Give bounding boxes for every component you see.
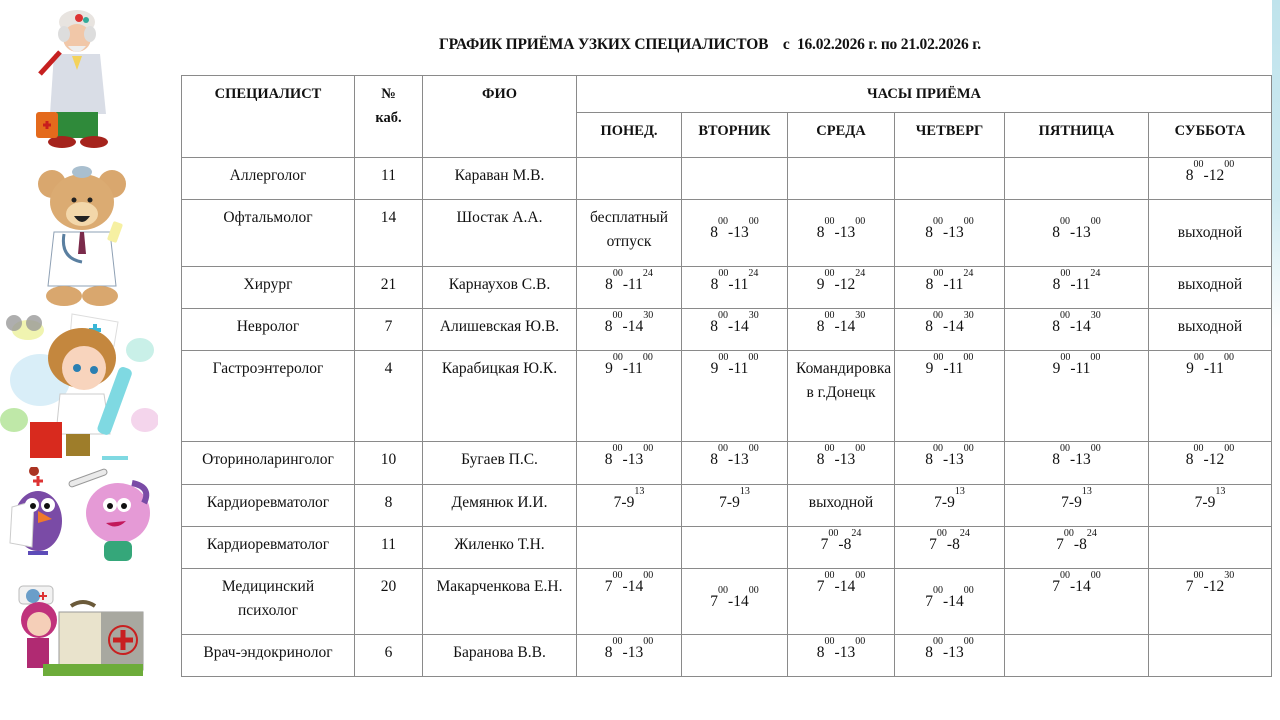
day-cell-ЧЕТВЕРГ: $8^{00}-13^{00}$ bbox=[895, 200, 1005, 267]
day-cell-СРЕДА: выходной bbox=[788, 485, 895, 527]
schedule-body bbox=[182, 158, 1272, 677]
room-cell: 6 bbox=[355, 635, 423, 677]
day-cell-СУББОТА: выходной bbox=[1149, 267, 1272, 309]
room-cell: 20 bbox=[355, 569, 423, 635]
day-cell-СУББОТА: $8^{00}-12^{00}$ bbox=[1149, 442, 1272, 485]
day-cell-ПОНЕД.: $7^{00}-14^{00}$ bbox=[577, 569, 682, 635]
day-cell-ПЯТНИЦА: $7^{00}-8^{24}$ bbox=[1005, 527, 1149, 569]
nurse-girl-illustration bbox=[0, 310, 158, 466]
day-cell-СРЕДА: $8^{00}-13^{00}$ bbox=[788, 442, 895, 485]
day-cell-ПЯТНИЦА: $8^{00}-13^{00}$ bbox=[1005, 442, 1149, 485]
illustrations-strip bbox=[0, 0, 165, 720]
day-cell-СРЕДА: $7^{00}-8^{24}$ bbox=[788, 527, 895, 569]
day-cell-СРЕДА: $8^{00}-13^{00}$ bbox=[788, 635, 895, 677]
day-cell-ПОНЕД.: $9^{00}-11^{00}$ bbox=[577, 351, 682, 442]
name-cell: Караван М.В. bbox=[423, 158, 577, 200]
day-cell-ПЯТНИЦА: $9^{00}-11^{00}$ bbox=[1005, 351, 1149, 442]
specialist-cell: Врач-эндокринолог bbox=[182, 635, 355, 677]
room-cell: 4 bbox=[355, 351, 423, 442]
day-cell-СРЕДА: $9^{00}-12^{24}$ bbox=[788, 267, 895, 309]
day-cell-ПОНЕД. bbox=[577, 158, 682, 200]
day-cell-ПЯТНИЦА: $8^{00}-13^{00}$ bbox=[1005, 200, 1149, 267]
room-cell: 11 bbox=[355, 158, 423, 200]
day-cell-ПОНЕД.: бесплатный отпуск bbox=[577, 200, 682, 267]
day-cell-ПОНЕД.: $7-9^{13}$ bbox=[577, 485, 682, 527]
header-day-5: СУББОТА bbox=[1149, 113, 1272, 158]
table-row bbox=[182, 569, 1272, 635]
day-cell-СРЕДА: Командировка в г.Донецк bbox=[788, 351, 895, 442]
day-cell-ПЯТНИЦА bbox=[1005, 635, 1149, 677]
right-edge-strip bbox=[1272, 0, 1280, 330]
room-cell: 8 bbox=[355, 485, 423, 527]
table-row bbox=[182, 527, 1272, 569]
smeshariki-doctor-illustration bbox=[6, 467, 158, 567]
specialist-cell: Кардиоревматолог bbox=[182, 485, 355, 527]
day-cell-ВТОРНИК: $8^{00}-14^{30}$ bbox=[682, 309, 788, 351]
name-cell: Баранова В.В. bbox=[423, 635, 577, 677]
header-room-line1: № bbox=[381, 86, 396, 102]
day-cell-ВТОРНИК: $8^{00}-11^{24}$ bbox=[682, 267, 788, 309]
schedule-table bbox=[181, 75, 1272, 677]
bear-doctor-illustration bbox=[34, 162, 130, 308]
day-cell-ПОНЕД.: $8^{00}-13^{00}$ bbox=[577, 635, 682, 677]
day-cell-СРЕДА: $8^{00}-13^{00}$ bbox=[788, 200, 895, 267]
header-day-1: ВТОРНИК bbox=[682, 113, 788, 158]
specialist-cell: Хирург bbox=[182, 267, 355, 309]
day-cell-СУББОТА: $9^{00}-11^{00}$ bbox=[1149, 351, 1272, 442]
day-cell-СРЕДА bbox=[788, 158, 895, 200]
table-row bbox=[182, 351, 1272, 442]
name-cell: Бугаев П.С. bbox=[423, 442, 577, 485]
table-row bbox=[182, 267, 1272, 309]
day-cell-ЧЕТВЕРГ: $9^{00}-11^{00}$ bbox=[895, 351, 1005, 442]
header-room bbox=[355, 76, 423, 158]
day-cell-СУББОТА: $7-9^{13}$ bbox=[1149, 485, 1272, 527]
table-row bbox=[182, 485, 1272, 527]
day-cell-ВТОРНИК bbox=[682, 527, 788, 569]
name-cell: Шостак А.А. bbox=[423, 200, 577, 267]
specialist-cell: Медицинский психолог bbox=[182, 569, 355, 635]
table-row bbox=[182, 309, 1272, 351]
day-cell-ПОНЕД. bbox=[577, 527, 682, 569]
specialist-cell: Офтальмолог bbox=[182, 200, 355, 267]
room-cell: 21 bbox=[355, 267, 423, 309]
day-cell-ПЯТНИЦА bbox=[1005, 158, 1149, 200]
day-cell-ЧЕТВЕРГ: $7^{00}-8^{24}$ bbox=[895, 527, 1005, 569]
day-cell-ЧЕТВЕРГ: $8^{00}-14^{30}$ bbox=[895, 309, 1005, 351]
old-doctor-illustration bbox=[32, 4, 122, 150]
header-room-line2: каб. bbox=[375, 110, 402, 126]
day-cell-ЧЕТВЕРГ bbox=[895, 158, 1005, 200]
day-cell-ПОНЕД.: $8^{00}-13^{00}$ bbox=[577, 442, 682, 485]
name-cell: Жиленко Т.Н. bbox=[423, 527, 577, 569]
name-cell: Алишевская Ю.В. bbox=[423, 309, 577, 351]
day-cell-ВТОРНИК bbox=[682, 158, 788, 200]
day-cell-ЧЕТВЕРГ: $7-9^{13}$ bbox=[895, 485, 1005, 527]
table-row bbox=[182, 635, 1272, 677]
day-cell-ЧЕТВЕРГ: $8^{00}-11^{24}$ bbox=[895, 267, 1005, 309]
day-cell-ЧЕТВЕРГ: $7^{00}-14^{00}$ bbox=[895, 569, 1005, 635]
day-cell-ПЯТНИЦА: $8^{00}-14^{30}$ bbox=[1005, 309, 1149, 351]
day-cell-СУББОТА bbox=[1149, 635, 1272, 677]
specialist-cell: Аллерголог bbox=[182, 158, 355, 200]
day-cell-ПОНЕД.: $8^{00}-11^{24}$ bbox=[577, 267, 682, 309]
day-cell-СУББОТА: $7^{00}-12^{30}$ bbox=[1149, 569, 1272, 635]
header-name: ФИО bbox=[423, 76, 577, 158]
room-cell: 7 bbox=[355, 309, 423, 351]
name-cell: Карабицкая Ю.К. bbox=[423, 351, 577, 442]
day-cell-ВТОРНИК: $8^{00}-13^{00}$ bbox=[682, 200, 788, 267]
day-cell-ВТОРНИК: $7^{00}-14^{00}$ bbox=[682, 569, 788, 635]
day-cell-ПОНЕД.: $8^{00}-14^{30}$ bbox=[577, 309, 682, 351]
day-cell-ЧЕТВЕРГ: $8^{00}-13^{00}$ bbox=[895, 442, 1005, 485]
specialist-cell: Гастроэнтеролог bbox=[182, 351, 355, 442]
day-cell-СРЕДА: $8^{00}-14^{30}$ bbox=[788, 309, 895, 351]
day-cell-ЧЕТВЕРГ: $8^{00}-13^{00}$ bbox=[895, 635, 1005, 677]
day-cell-ПЯТНИЦА: $7-9^{13}$ bbox=[1005, 485, 1149, 527]
masha-medkit-illustration bbox=[15, 580, 145, 678]
day-cell-СУББОТА: выходной bbox=[1149, 200, 1272, 267]
name-cell: Демянюк И.И. bbox=[423, 485, 577, 527]
day-cell-ПЯТНИЦА: $7^{00}-14^{00}$ bbox=[1005, 569, 1149, 635]
day-cell-ВТОРНИК: $8^{00}-13^{00}$ bbox=[682, 442, 788, 485]
header-hours: ЧАСЫ ПРИЁМА bbox=[577, 76, 1272, 113]
header-day-0: ПОНЕД. bbox=[577, 113, 682, 158]
day-cell-СУББОТА: $8^{00}-12^{00}$ bbox=[1149, 158, 1272, 200]
header-day-2: СРЕДА bbox=[788, 113, 895, 158]
table-row bbox=[182, 200, 1272, 267]
day-cell-ВТОРНИК: $9^{00}-11^{00}$ bbox=[682, 351, 788, 442]
day-cell-СУББОТА: выходной bbox=[1149, 309, 1272, 351]
room-cell: 11 bbox=[355, 527, 423, 569]
day-cell-СУББОТА bbox=[1149, 527, 1272, 569]
header-day-3: ЧЕТВЕРГ bbox=[895, 113, 1005, 158]
name-cell: Макарченкова Е.Н. bbox=[423, 569, 577, 635]
page-title: ГРАФИК ПРИЁМА УЗКИХ СПЕЦИАЛИСТОВ с 16.02.2026 г. по 21.02.2026 г. bbox=[439, 36, 981, 53]
day-cell-ПЯТНИЦА: $8^{00}-11^{24}$ bbox=[1005, 267, 1149, 309]
day-cell-ВТОРНИК bbox=[682, 635, 788, 677]
room-cell: 14 bbox=[355, 200, 423, 267]
specialist-cell: Оториноларинголог bbox=[182, 442, 355, 485]
header-specialist: СПЕЦИАЛИСТ bbox=[182, 76, 355, 158]
room-cell: 10 bbox=[355, 442, 423, 485]
name-cell: Карнаухов С.В. bbox=[423, 267, 577, 309]
day-cell-ВТОРНИК: $7-9^{13}$ bbox=[682, 485, 788, 527]
table-row bbox=[182, 158, 1272, 200]
specialist-cell: Кардиоревматолог bbox=[182, 527, 355, 569]
day-cell-СРЕДА: $7^{00}-14^{00}$ bbox=[788, 569, 895, 635]
header-day-4: ПЯТНИЦА bbox=[1005, 113, 1149, 158]
specialist-cell: Невролог bbox=[182, 309, 355, 351]
table-row bbox=[182, 442, 1272, 485]
